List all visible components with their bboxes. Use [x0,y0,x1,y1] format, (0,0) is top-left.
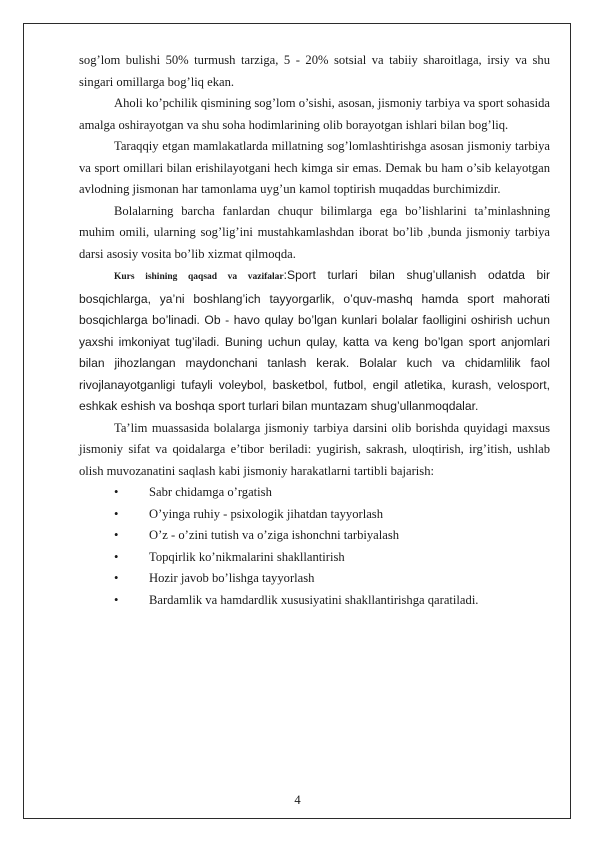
list-item-text: Bardamlik va hamdardlik xususiyatini shakllantirishga qaratiladi. [149,592,479,607]
bullet-icon: • [114,549,119,564]
document-body [79,50,550,611]
bullet-icon: • [114,485,119,499]
bullet-icon: • [114,528,119,542]
paragraph-kurs [79,265,550,418]
list-item [79,568,550,590]
bullet-icon: • [114,571,119,585]
list-item-text: O’z - o’zini tutish va o’ziga ishonchni tarbiyalash [149,528,400,542]
bullet-icon: • [114,592,119,607]
list-item-text: Topqirlik ko’nikmalarini shakllantirish [149,549,345,564]
list-item [79,547,550,569]
paragraph-talim: Ta’lim muassasida bolalarga jismoniy tarbiya darsini olib borishda quyidagi maxsus jismoniy sifat va qoidalarga e’tibor beriladi: yugirish, sakrash, uloqtirish, irg’itish, ushlab olish muvozanatini saqlash kabi jismoniy harakatlarni tartibli bajarish: [79,420,550,478]
paragraph-taraqqiy: Taraqqiy etgan mamlakatlarda millatning sog’lomlashtirishga asosan jismoniy tarbiya va sport omillari bilan erishilayotgani hech kimga sir emas. Demak bu ham o’sib kelayotgan avlodning jismonan har tamonlama uyg’un kamol toptirish muqaddas burchimizdir. [79,139,550,196]
list-item [79,525,550,547]
list-item-text: Sabr chidamga o’rgatish [149,485,272,499]
kurs-text: :Sport turlari bilan shug’ullanish odatda bir bosqichlarga, ya’ni boshlang’ich tayyorgarlik, o’quv-mashq hamda sport mahorati bosqichlarga bo’linadi. Ob - havo qulay bo’lgan kunlari bolalar faolligini oshirish uchun yaxshi imkoniyat tug’iladi. Buning uchun qulay, katta va keng bo’lgan sport anjomlari bilan jihozlangan maydonchani tanlash kerak. Bolalar kuch va chidamlilik faol rivojlanayotganligi tufayli voleybol, basketbol, futbol, engil atletika, kurash, velosport, eshkak eshish va boshqa sport turlari bilan muntazam shug’ullanmoqdalar. [79,268,550,413]
paragraph-bolalarning: Bolalarning barcha fanlardan chuqur bilimlarga ega bo’lishlarini ta’minlashning muhim omili, ularning sog’lig’ini mustahkamlashdan iborat bo’lib ,bunda jismoniy tarbiya darsi asosiy vosita bo’lib xizmat qilmoqda. [79,203,550,261]
bullet-icon: • [114,506,119,521]
list-item-text: Hozir javob bo’lishga tayyorlash [149,571,315,585]
kurs-heading: Kurs ishining qaqsad va vazifalar [114,272,284,282]
list-item [79,590,550,612]
list-item-text: O’yinga ruhiy - psixologik jihatdan tayyorlash [149,506,383,521]
bullet-list [79,482,550,611]
page-number: 4 [294,793,301,807]
paragraph-aholi: Aholi ko’pchilik qismining sog’lom o’sishi, asosan, jismoniy tarbiya va sport sohasida amalga oshirayotgan va shu soha hodimlarining olib borayotgan ishlari bilan bog’liq. [79,96,550,132]
paragraph-intro: sog’lom bulishi 50% turmush tarziga, 5 - 20% sotsial va tabiiy sharoitlaga, irsiy va shu singari omillarga bog’liq ekan. [79,53,550,89]
list-item [79,482,550,504]
list-item [79,504,550,526]
